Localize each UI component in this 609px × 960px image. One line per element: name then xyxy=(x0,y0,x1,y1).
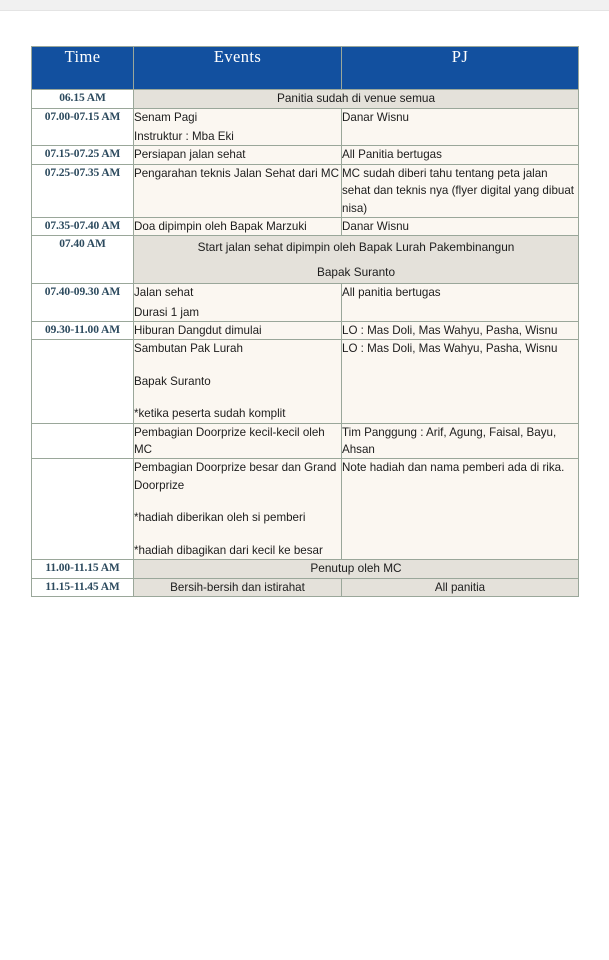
cell-events xyxy=(134,340,342,423)
cell-pj xyxy=(342,218,579,236)
table-row xyxy=(32,284,579,322)
rundown-table xyxy=(31,46,579,597)
cell-events xyxy=(134,218,342,236)
table-row xyxy=(32,90,579,109)
pj-line: Tim Panggung : Arif, Agung, Faisal, Bayu, Ahsan xyxy=(342,425,557,456)
table-row xyxy=(32,459,579,560)
event-line: Jalan sehat xyxy=(134,286,194,300)
cell-time: 11.00-11.15 AM xyxy=(32,559,134,578)
top-edge-strip xyxy=(0,0,609,11)
event-line: Durasi 1 jam xyxy=(134,305,200,319)
cell-time: 07.35-07.40 AM xyxy=(32,218,134,236)
event-note: *hadiah diberikan oleh si pemberi xyxy=(134,511,306,525)
cell-time: 07.00-07.15 AM xyxy=(32,108,134,146)
table-row xyxy=(32,164,579,217)
cell-time: 07.40-09.30 AM xyxy=(32,284,134,322)
cell-pj xyxy=(342,322,579,340)
event-line: Sambutan Pak Lurah xyxy=(134,342,243,356)
table-header xyxy=(32,47,579,90)
cell-events xyxy=(134,108,342,146)
cell-events xyxy=(134,459,342,560)
cell-pj xyxy=(342,284,579,322)
event-line: Persiapan jalan sehat xyxy=(134,148,246,162)
table-row xyxy=(32,146,579,164)
event-line: Bersih-bersih dan istirahat xyxy=(170,580,305,594)
table-row xyxy=(32,340,579,423)
table-row xyxy=(32,578,579,596)
cell-events xyxy=(134,423,342,459)
cell-time: 06.15 AM xyxy=(32,90,134,109)
cell-time: 07.40 AM xyxy=(32,236,134,284)
cell-pj xyxy=(342,108,579,146)
event-line: Doa dipimpin oleh Bapak Marzuki xyxy=(134,220,307,234)
cell-pj xyxy=(342,146,579,164)
column-header-time: Time xyxy=(32,47,134,90)
event-note: *hadiah dibagikan dari kecil ke besar xyxy=(134,543,323,557)
pj-line: Danar Wisnu xyxy=(342,220,410,234)
cell-pj xyxy=(342,459,579,560)
cell-time xyxy=(32,423,134,459)
event-line: Hiburan Dangdut dimulai xyxy=(134,324,262,338)
cell-merged-event: Panitia sudah di venue semua xyxy=(134,90,579,109)
table-row xyxy=(32,423,579,459)
cell-events xyxy=(134,578,342,596)
table-row xyxy=(32,108,579,146)
event-line: Pembagian Doorprize kecil-kecil oleh MC xyxy=(134,425,325,456)
event-line: Start jalan sehat dipimpin oleh Bapak Lurah Pakembinangun xyxy=(197,240,515,255)
cell-events xyxy=(134,322,342,340)
cell-time xyxy=(32,340,134,423)
pj-line: Note hadiah dan nama pemberi ada di rika. xyxy=(342,461,565,475)
column-header-events: Events xyxy=(134,47,342,90)
cell-pj xyxy=(342,578,579,596)
table-header-row xyxy=(32,47,579,90)
event-line: Pengarahan teknis Jalan Sehat dari MC xyxy=(134,166,339,180)
event-line: Bapak Suranto xyxy=(134,374,211,388)
document-page xyxy=(0,11,609,960)
event-line: Instruktur : Mba Eki xyxy=(134,130,234,144)
table-body xyxy=(32,90,579,597)
pj-line: LO : Mas Doli, Mas Wahyu, Pasha, Wisnu xyxy=(342,342,558,356)
cell-pj xyxy=(342,340,579,423)
cell-events xyxy=(134,284,342,322)
cell-time: 11.15-11.45 AM xyxy=(32,578,134,596)
event-line: Pembagian Doorprize besar dan Grand Doorprize xyxy=(134,461,337,492)
pj-line: Danar Wisnu xyxy=(342,110,410,124)
table-row xyxy=(32,559,579,578)
pj-line: All Panitia bertugas xyxy=(342,148,442,162)
table-row xyxy=(32,236,579,284)
pj-line: All panitia bertugas xyxy=(342,286,441,300)
cell-merged-event xyxy=(134,236,579,284)
event-line: Bapak Suranto xyxy=(316,264,396,279)
cell-time: 07.15-07.25 AM xyxy=(32,146,134,164)
event-note: *ketika peserta sudah komplit xyxy=(134,407,286,421)
pj-line: All panitia xyxy=(434,580,486,594)
table-row xyxy=(32,218,579,236)
table-row xyxy=(32,322,579,340)
cell-pj xyxy=(342,423,579,459)
cell-merged-event: Penutup oleh MC xyxy=(134,559,579,578)
cell-events xyxy=(134,146,342,164)
cell-time: 09.30-11.00 AM xyxy=(32,322,134,340)
cell-time: 07.25-07.35 AM xyxy=(32,164,134,217)
cell-pj xyxy=(342,164,579,217)
event-line: Senam Pagi xyxy=(134,110,198,124)
cell-time xyxy=(32,459,134,560)
cell-events xyxy=(134,164,342,217)
pj-line: LO : Mas Doli, Mas Wahyu, Pasha, Wisnu xyxy=(342,324,558,338)
column-header-pj: PJ xyxy=(342,47,579,90)
pj-line: MC sudah diberi tahu tentang peta jalan sehat dan teknis nya (flyer digital yang dibuat nisa) xyxy=(342,166,575,215)
